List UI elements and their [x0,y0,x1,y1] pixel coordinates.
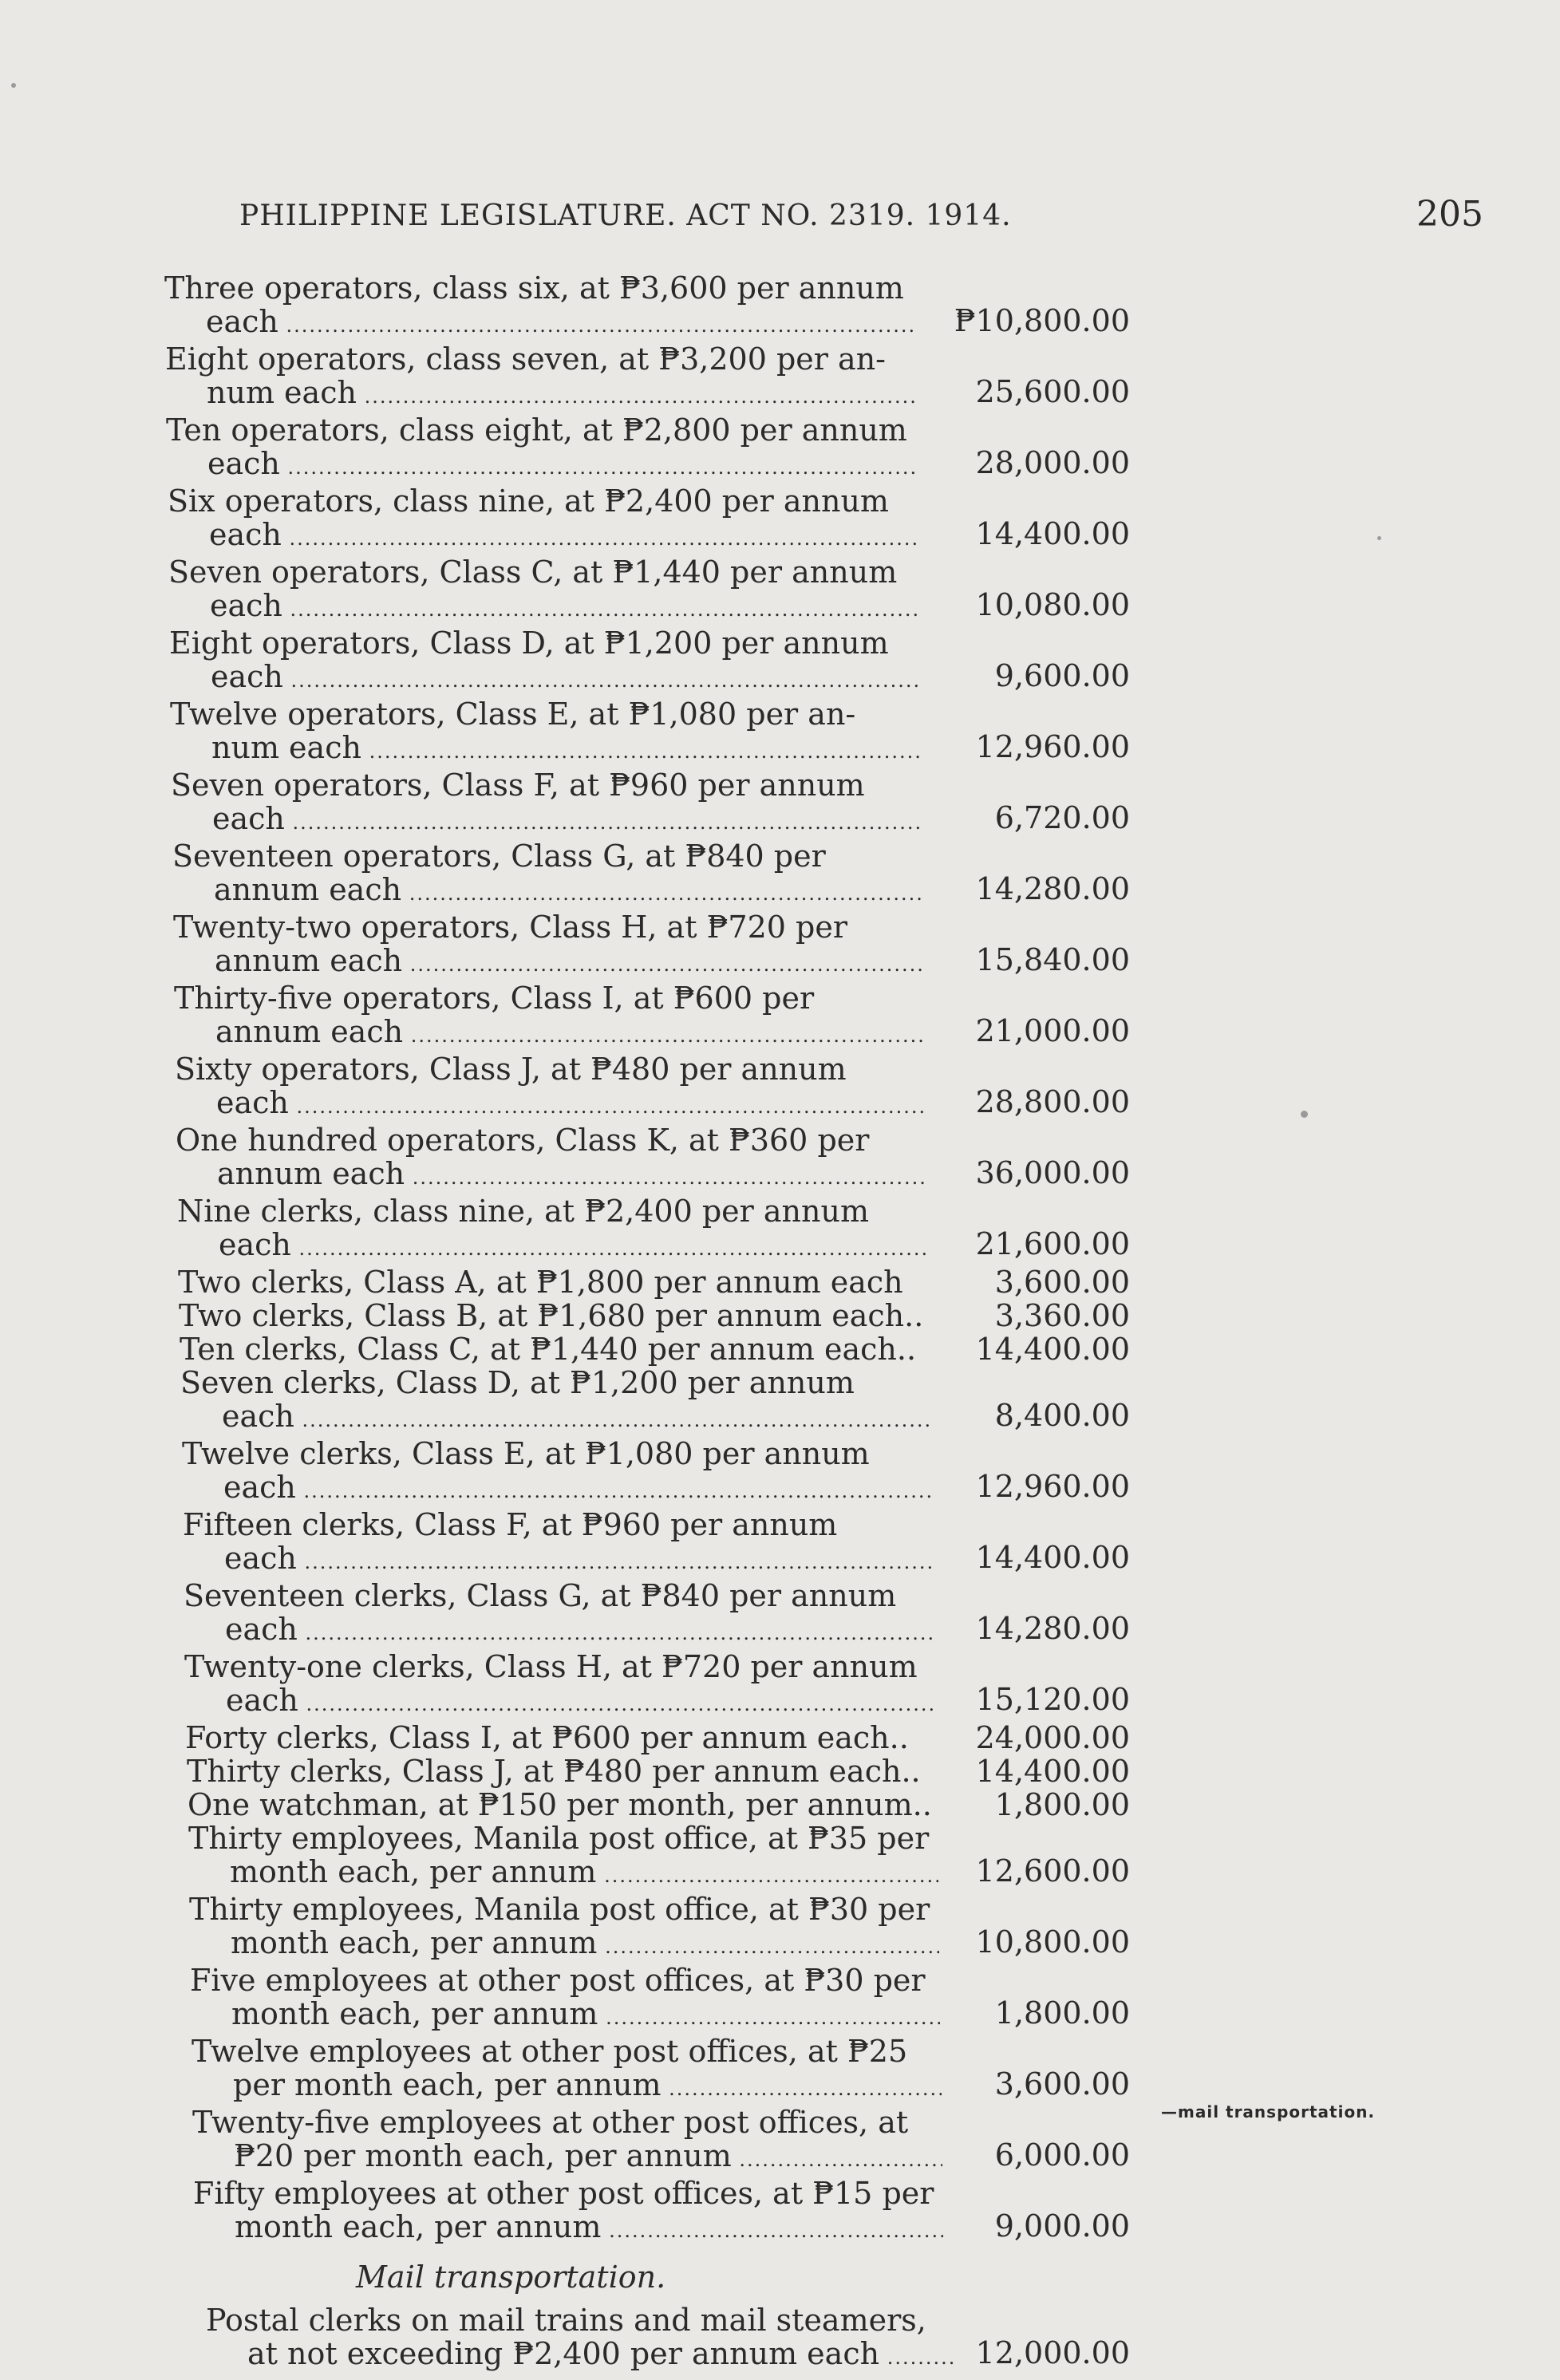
entry-text-line: Two clerks, Class B, at ₱1,680 per annum each.. [179,1299,924,1332]
entry-text-continuation: each ..... [168,589,918,626]
entry-amount: 6,720.00 [994,800,1130,835]
appropriation-entry [168,555,1146,626]
appropriation-entry [180,1366,1146,1437]
entry-text-line: Three operators, class six, at ₱3,600 per annum [164,270,904,306]
appropriation-entry [176,1123,1146,1194]
entry-text-line: Eight operators, class seven, at ₱3,200 per an- [165,341,887,377]
entry-text-line: Thirty-five operators, Class I, at ₱600 per [174,981,815,1016]
entry-description [183,1508,933,1579]
entry-text-continuation: at not exceeding ₱2,400 per annum each ..... [206,2337,956,2374]
appropriation-entry [188,1788,1146,1822]
entry-text-line: Ten operators, class eight, at ₱2,800 per annum [166,412,907,448]
entry-text-continuation: num each ..... [170,731,920,768]
entry-amount: 1,800.00 [994,1787,1130,1822]
entry-amount: 14,400.00 [975,1754,1130,1789]
entry-amount: ₱10,800.00 [954,303,1130,338]
section-heading: Mail transportation. [356,2260,666,2295]
entry-amount: 14,400.00 [975,516,1130,551]
entry-description [206,2303,956,2374]
entry-text-line: Fifty employees at other post offices, at ₱15 per [193,2176,934,2211]
entry-text-line: Seven operators, Class C, at ₱1,440 per annum [168,555,898,590]
entry-text-continuation: each ..... [180,1399,930,1437]
appropriation-entry [190,1964,1146,2035]
entry-text-line: Sixty operators, Class J, at ₱480 per annum [175,1052,847,1087]
entry-description [170,697,920,768]
entry-description [192,2106,942,2177]
entry-text-line: Twelve clerks, Class E, at ₱1,080 per annum [182,1436,870,1471]
entry-text-line: Twelve operators, Class E, at ₱1,080 per an- [170,697,856,732]
entry-description [168,555,918,626]
margin-note: —mail transportation. [1161,2102,1376,2121]
entry-text-continuation: month each, per annum ..... [193,2210,943,2248]
entry-description [188,1788,938,1822]
entry-amount: 6,000.00 [994,2137,1130,2173]
entry-amount: 28,000.00 [975,445,1130,480]
entry-text-line: Seven clerks, Class D, at ₱1,200 per annum [180,1365,855,1400]
entry-text-line: Twelve employees at other post offices, at ₱25 [192,2034,908,2069]
entry-amount: 28,800.00 [975,1084,1130,1119]
entry-text-line: Ten clerks, Class C, at ₱1,440 per annum each.. [180,1332,917,1366]
entry-description [174,981,924,1052]
entry-text-continuation: each ..... [182,1470,932,1508]
entry-amount: 12,600.00 [975,1853,1130,1889]
entry-description [180,1366,930,1437]
appropriation-entry [188,1822,1146,1893]
appropriation-entry [182,1437,1146,1508]
appropriation-entry [184,1650,1146,1721]
appropriation-entry [168,484,1146,555]
entry-description [178,1265,928,1299]
entry-text-continuation: each ..... [164,305,914,342]
entry-description [168,484,918,555]
appropriation-entry [165,342,1146,413]
entry-text-continuation: annum each ..... [176,1157,926,1194]
entry-text-continuation: annum each ..... [172,873,922,910]
entry-amount: 25,600.00 [975,374,1130,409]
appropriation-entry [184,1579,1146,1650]
entry-amount: 24,000.00 [975,1720,1130,1755]
entry-text-line: Seven operators, Class F, at ₱960 per annum [171,768,865,803]
entry-amount: 1,800.00 [994,1995,1130,2031]
entry-amount: 36,000.00 [975,1155,1130,1190]
scan-speck [1301,1111,1308,1118]
entry-text-continuation: each ..... [166,447,916,484]
entry-text-continuation: each ..... [175,1086,925,1123]
entry-text-line: Five employees at other post offices, at ₱30 per [190,1963,926,1998]
appropriation-entry [172,839,1146,910]
entry-amount: 14,280.00 [975,871,1130,906]
entry-description [175,1052,925,1123]
entry-amount: 14,280.00 [975,1611,1130,1646]
entry-amount: 3,600.00 [994,2066,1130,2102]
entry-amount: 8,400.00 [994,1398,1130,1433]
scan-speck [11,83,16,88]
entry-text-continuation: num each ..... [165,376,915,413]
appropriation-entry [179,1299,1146,1332]
page-number: 205 [1416,194,1483,235]
entry-text-line: Twenty-one clerks, Class H, at ₱720 per annum [184,1649,918,1684]
entry-text-continuation: each ..... [183,1541,933,1579]
entry-text-line: Twenty-two operators, Class H, at ₱720 per [173,910,847,945]
entry-text-line: Two clerks, Class A, at ₱1,800 per annum each [178,1265,903,1299]
entry-amount: 9,000.00 [994,2208,1130,2244]
entry-description [171,768,921,839]
entry-amount: 21,000.00 [975,1013,1130,1048]
appropriation-entry [175,1052,1146,1123]
entry-description [184,1650,934,1721]
appropriation-entry [166,413,1146,484]
entry-amount: 15,840.00 [975,942,1130,977]
entry-text-continuation: month each, per annum ..... [188,1855,938,1893]
appropriation-entry [192,2035,1146,2106]
entry-amount: 3,360.00 [994,1298,1130,1333]
entry-text-continuation: each ..... [177,1228,927,1265]
entry-amount: 10,080.00 [975,587,1130,622]
entry-text-line: Thirty employees, Manila post office, at ₱30 per [189,1892,930,1927]
entry-amount: 14,400.00 [975,1332,1130,1367]
appropriation-entry [169,626,1146,697]
entry-description [179,1299,929,1332]
entry-description [166,413,916,484]
entry-text-continuation: month each, per annum ..... [190,1997,940,2035]
entry-description [187,1754,937,1788]
entry-amount: 3,600.00 [994,1265,1130,1300]
entry-description [189,1893,939,1964]
entry-description [182,1437,932,1508]
entry-description [193,2177,943,2248]
entry-amount: 21,600.00 [975,1226,1130,1261]
appropriation-entry [173,910,1146,981]
entry-text-line: Seventeen operators, Class G, at ₱840 per [172,839,826,874]
entry-description [185,1721,935,1754]
entry-text-continuation: each ..... [169,660,919,697]
entry-description [169,626,919,697]
entry-description [190,1964,940,2035]
entry-text-line: Thirty employees, Manila post office, at ₱35 per [188,1821,930,1856]
entry-text-continuation: per month each, per annum ..... [192,2068,942,2106]
entry-text-line: Six operators, class nine, at ₱2,400 per annum [168,483,889,519]
appropriation-entry [183,1508,1146,1579]
entry-text-line: One hundred operators, Class K, at ₱360 per [176,1123,870,1158]
entry-text-continuation: each ..... [168,518,918,555]
entry-text-line: Seventeen clerks, Class G, at ₱840 per annum [184,1578,897,1613]
appropriation-entry [171,768,1146,839]
entry-description [172,839,922,910]
appropriation-list [164,271,1146,2374]
entry-amount: 12,960.00 [975,1469,1130,1504]
appropriation-entry [193,2177,1146,2248]
appropriation-entry [189,1893,1146,1964]
scan-speck [1377,536,1381,540]
entry-amount: 14,400.00 [975,1540,1130,1575]
entry-description [173,910,923,981]
entry-description [177,1194,927,1265]
entry-amount: 12,000.00 [975,2335,1130,2370]
appropriation-entry [187,1754,1146,1788]
appropriation-entry [192,2106,1146,2177]
appropriation-entry [164,271,1146,342]
entry-amount: 12,960.00 [975,729,1130,764]
entry-description [165,342,915,413]
entry-text-line: Thirty clerks, Class J, at ₱480 per annum each.. [187,1754,921,1788]
entry-text-continuation: annum each ..... [173,944,923,981]
appropriation-entry [185,1721,1146,1754]
entry-text-continuation: each ..... [184,1612,934,1650]
entry-text-line: Nine clerks, class nine, at ₱2,400 per annum [177,1194,870,1229]
appropriation-entry [170,697,1146,768]
entry-description [176,1123,926,1194]
entry-description [180,1332,930,1366]
entry-amount: 9,600.00 [994,658,1130,693]
entry-text-continuation: ₱20 per month each, per annum ..... [192,2139,942,2177]
entry-text-line: One watchman, at ₱150 per month, per annum.. [188,1788,932,1822]
appropriation-entry [178,1265,1146,1299]
entry-amount: 15,120.00 [975,1682,1130,1717]
running-header: PHILIPPINE LEGISLATURE. ACT NO. 2319. 1914. [239,199,1012,232]
entry-description [188,1822,938,1893]
entry-description [164,271,914,342]
appropriation-entry [206,2303,1146,2374]
appropriation-entry [180,1332,1146,1366]
entry-description [192,2035,942,2106]
entry-text-line: Eight operators, Class D, at ₱1,200 per annum [169,626,889,661]
entry-description [184,1579,934,1650]
entry-text-line: Fifteen clerks, Class F, at ₱960 per annum [183,1507,838,1542]
entry-text-continuation: each ..... [184,1683,934,1721]
entry-text-continuation: month each, per annum ..... [189,1926,939,1964]
entry-text-line: Forty clerks, Class I, at ₱600 per annum each.. [185,1721,909,1754]
entry-text-continuation: annum each ..... [174,1015,924,1052]
appropriation-entry [177,1194,1146,1265]
entry-amount: 10,800.00 [975,1924,1130,1960]
entry-text-line: Twenty-five employees at other post offices, at [192,2105,909,2140]
entry-text-continuation: each ..... [171,802,921,839]
appropriation-entry [174,981,1146,1052]
entry-text-line: Postal clerks on mail trains and mail steamers, [206,2303,926,2338]
